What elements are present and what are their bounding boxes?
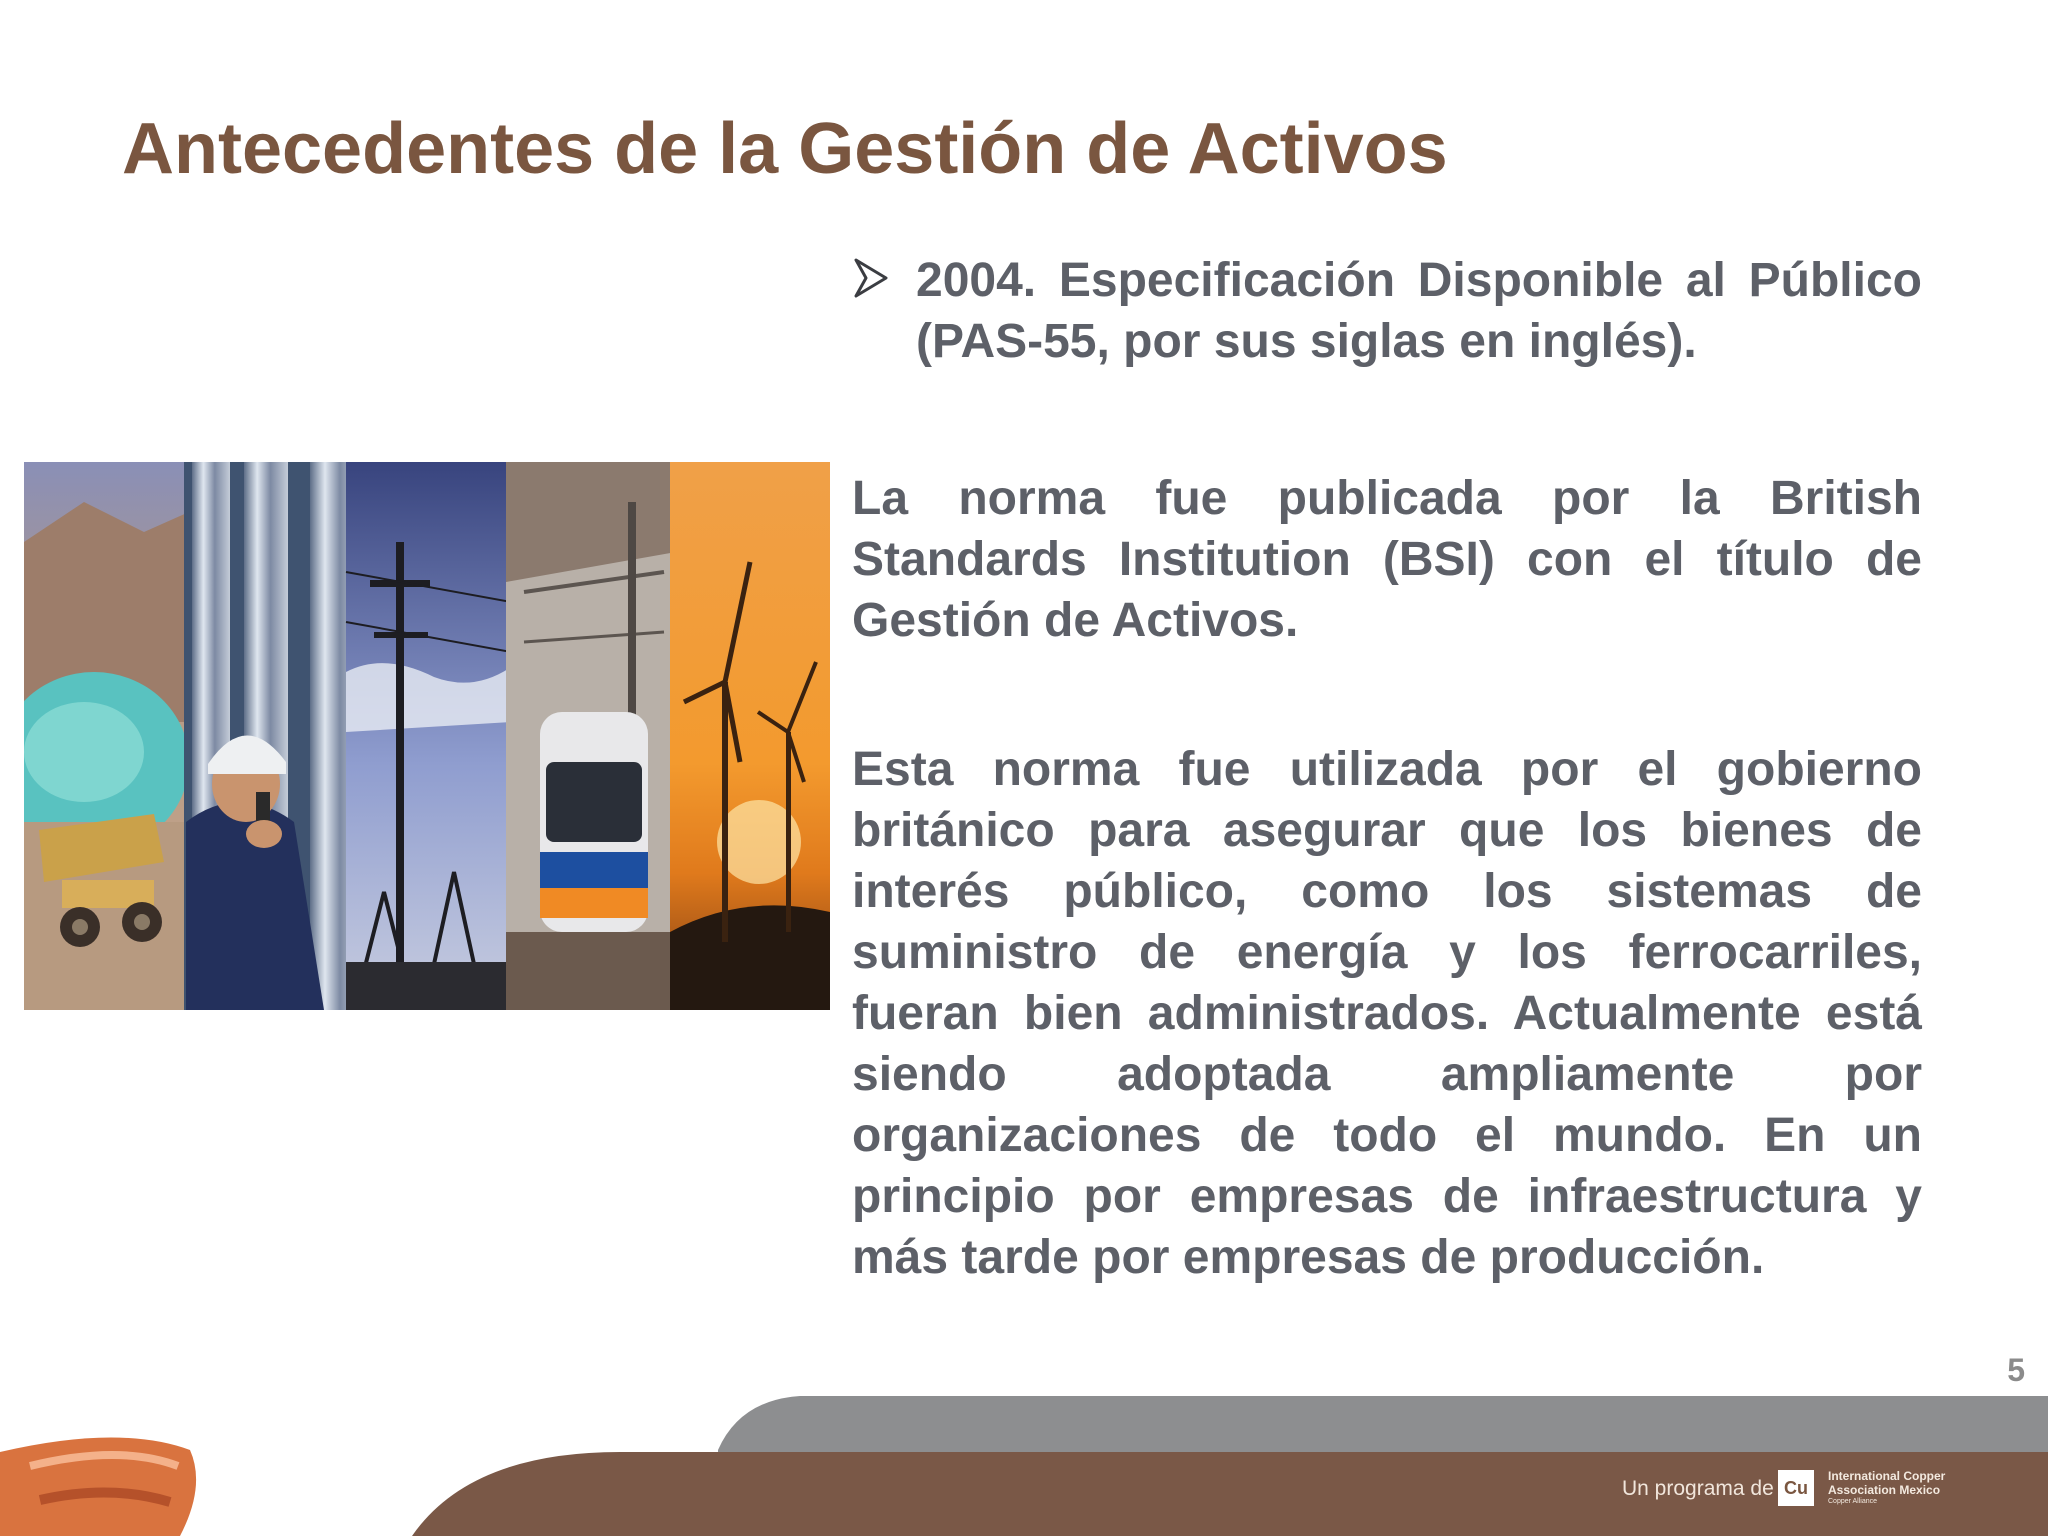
slide-title: Antecedentes de la Gestión de Activos [122,109,1448,189]
paragraph-bsi: La norma fue publicada por la British Standards Institution (BSI) con el título de Gestión de Activos. [852,472,1922,647]
org-name [1828,1469,1945,1507]
power-lines-photo [346,462,511,1010]
org-line-1: International Copper [1828,1469,1946,1483]
copper-logo-icon: Cu [1778,1470,1814,1506]
bullet-text: 2004. Especificación Disponible al Público (PAS-55, por sus siglas en inglés). [916,254,1922,368]
paragraph-government: Esta norma fue utilizada por el gobierno británico para asegurar que los bienes de interés público, como los sistemas de suministro de energía y los ferrocarriles, fueran bien administrados. Actualmente está siendo adoptada ampliamente por organizaciones de todo el mundo. En un principio por empresas de infraestructura y más tarde por empresas de producción. [852,743,1922,1284]
footer-band [0,1380,2048,1536]
slide-content [852,250,1922,1288]
arrow-bullet-icon [854,258,888,298]
org-line-2: Association Mexico [1828,1483,1941,1497]
page-number: 5 [2007,1352,2025,1388]
worker-phone-photo [184,462,374,1010]
mine-truck-photo [24,462,189,1010]
wind-turbines-photo [670,462,830,1010]
program-label: Un programa de [1622,1477,1774,1500]
train-photo [506,462,676,1010]
org-line-3: Copper Alliance [1828,1498,1878,1505]
industry-photo-collage [24,462,830,1010]
bullet-item [852,250,1922,372]
